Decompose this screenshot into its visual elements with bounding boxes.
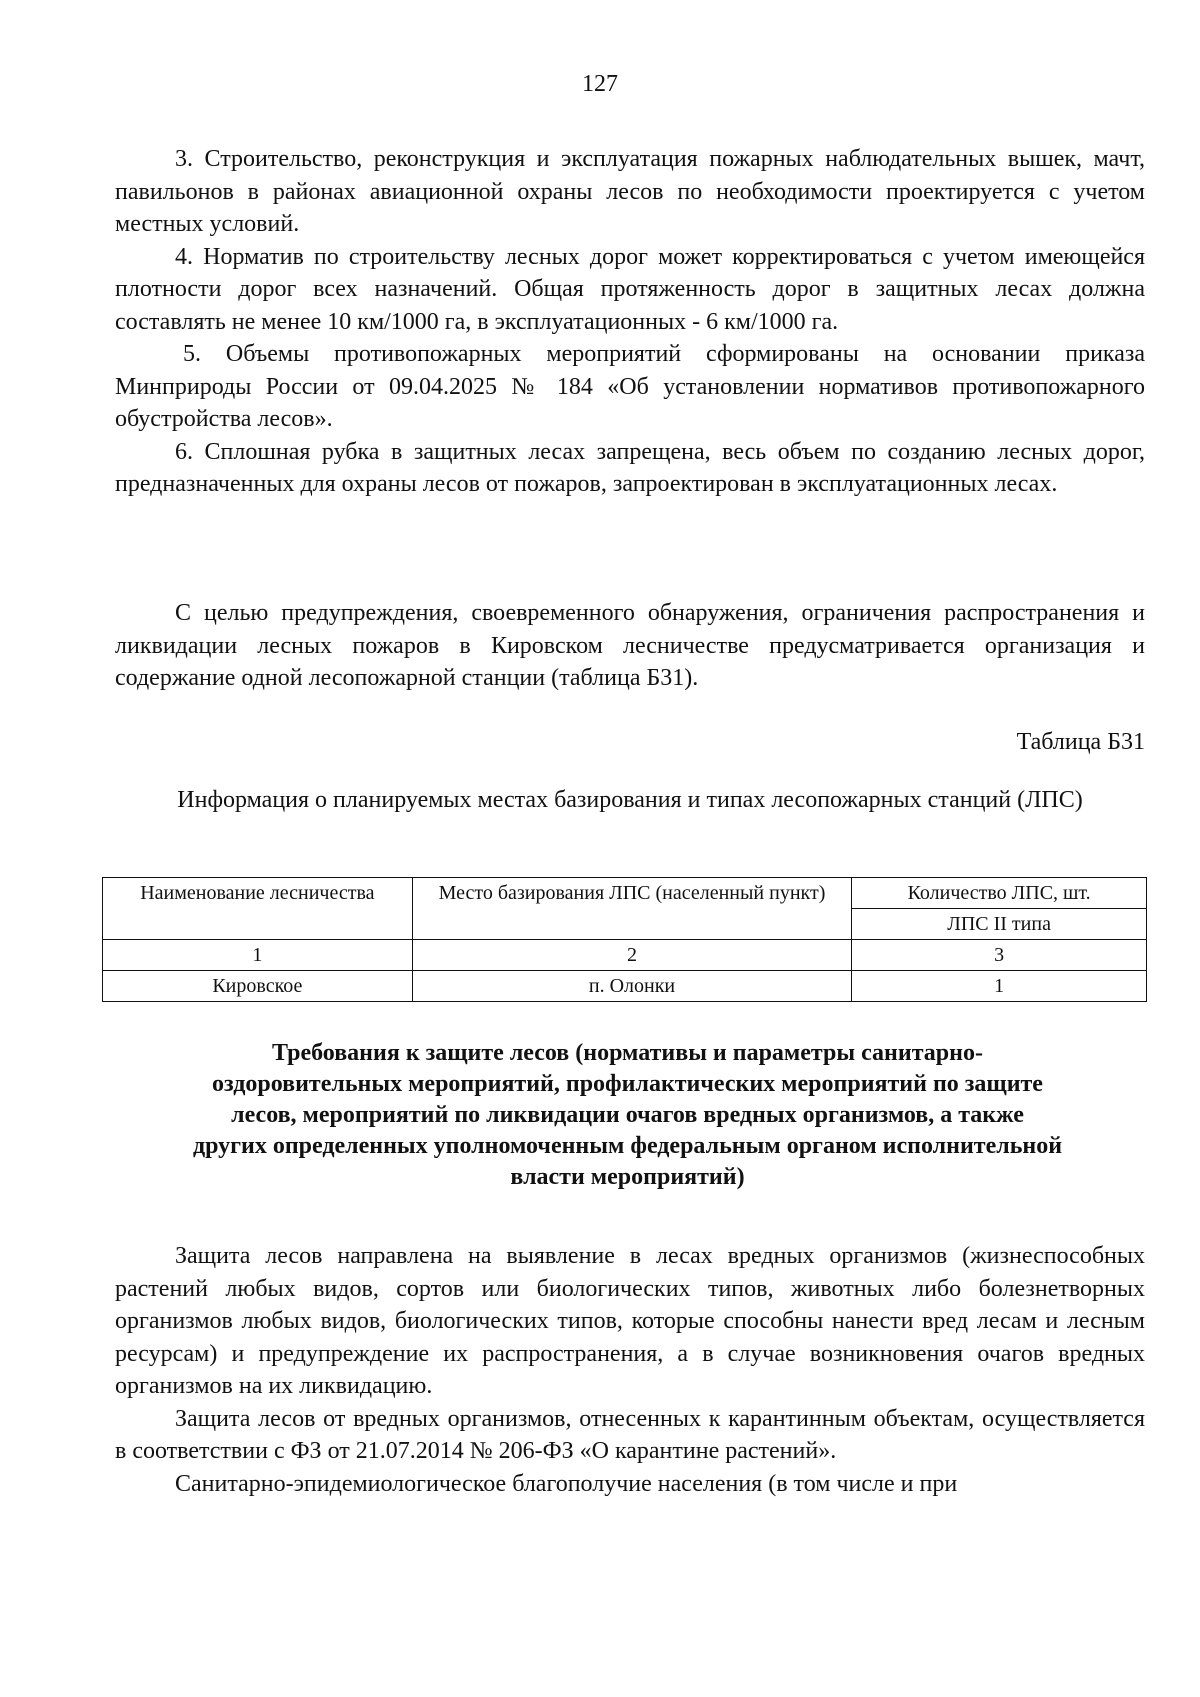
intro-paragraph: С целью предупреждения, своевременного обнаружения, ограничения распространения и ликвидации лесных пожаров в Кировском лесничестве предусматривается организация и содержание одной лесопожарной станции (таблица Б31). (115, 600, 1145, 691)
note-6: 6. Сплошная рубка в защитных лесах запрещена, весь объем по созданию лесных дорог, предназначенных для охраны лесов от пожаров, запроектирован в эксплуатационных лесах. (115, 438, 1145, 497)
forest-protection-paragraph-2: Защита лесов от вредных организмов, отнесенных к карантинным объектам, осуществляется в соответствии с ФЗ от 21.07.2014 № 206-ФЗ «О карантине растений». (115, 1405, 1145, 1464)
note-3: 3. Строительство, реконструкция и эксплуатация пожарных наблюдательных вышек, мачт, павильонов в районах авиационной охраны лесов по необходимости проектируется с учетом местных условий. (115, 146, 1145, 237)
table-label: Таблица Б31 (1016, 729, 1145, 755)
index-cell: 3 (852, 940, 1147, 971)
section-heading-line: оздоровительных мероприятий, профилактических мероприятий по защите (212, 1071, 1043, 1097)
index-cell: 2 (412, 940, 852, 971)
table-header-row (103, 878, 1147, 909)
section-heading-line: власти мероприятий) (510, 1164, 745, 1190)
index-cell: 1 (103, 940, 413, 971)
intro-block (115, 597, 1145, 695)
table-row (103, 971, 1147, 1002)
section-heading-line: лесов, мероприятий по ликвидации очагов вредных организмов, а также (231, 1102, 1024, 1128)
lps-count-cell: 1 (852, 971, 1147, 1002)
table-title: Информация о планируемых местах базирования и типах лесопожарных станций (ЛПС) (177, 787, 1083, 813)
forest-protection-text (115, 1240, 1145, 1500)
header-forestry-name: Наименование лесничества (103, 878, 413, 940)
forest-protection-paragraph-3: Санитарно-эпидемиологическое благополучие населения (в том числе и при (175, 1470, 958, 1497)
header-base-location: Место базирования ЛПС (населенный пункт) (412, 878, 852, 940)
header-lps-count: Количество ЛПС, шт. (852, 878, 1147, 909)
section-heading-line: других определенных уполномоченным федеральным органом исполнительной (192, 1133, 1063, 1159)
forest-protection-paragraph-1: Защита лесов направлена на выявление в лесах вредных организмов (жизнеспособных растений любых видов, сортов или биологических типов, животных либо болезнетворных организмов любых видов, биологических типов, которые способны нанести вред лесам и лесным ресурсам) и предупреждение их распространения, а в случае возникновения очагов вредных организмов на их ликвидацию. (115, 1243, 1145, 1399)
table-index-row (103, 940, 1147, 971)
note-4: 4. Норматив по строительству лесных дорог может корректироваться с учетом имеющейся плотности дорог всех назначений. Общая протяженность дорог в защитных лесах должна составлять не менее 10 км/1000 га, в эксплуатационных - 6 км/1000 га. (115, 243, 1145, 335)
note-5: 5. Объемы противопожарных мероприятий сформированы на основании приказа Минприроды России от 09.04.2025 № 184 «Об установлении нормативов противопожарного обустройства лесов». (115, 341, 1145, 432)
section-heading (105, 1038, 1150, 1193)
base-location-cell: п. Олонки (412, 971, 852, 1002)
section-heading-line: Требования к защите лесов (нормативы и параметры санитарно- (272, 1040, 983, 1066)
page-number: 127 (582, 71, 618, 97)
numbered-notes (115, 143, 1145, 501)
lps-table (102, 877, 1147, 1002)
header-lps-type: ЛПС II типа (852, 909, 1147, 940)
forestry-name-cell: Кировское (103, 971, 413, 1002)
